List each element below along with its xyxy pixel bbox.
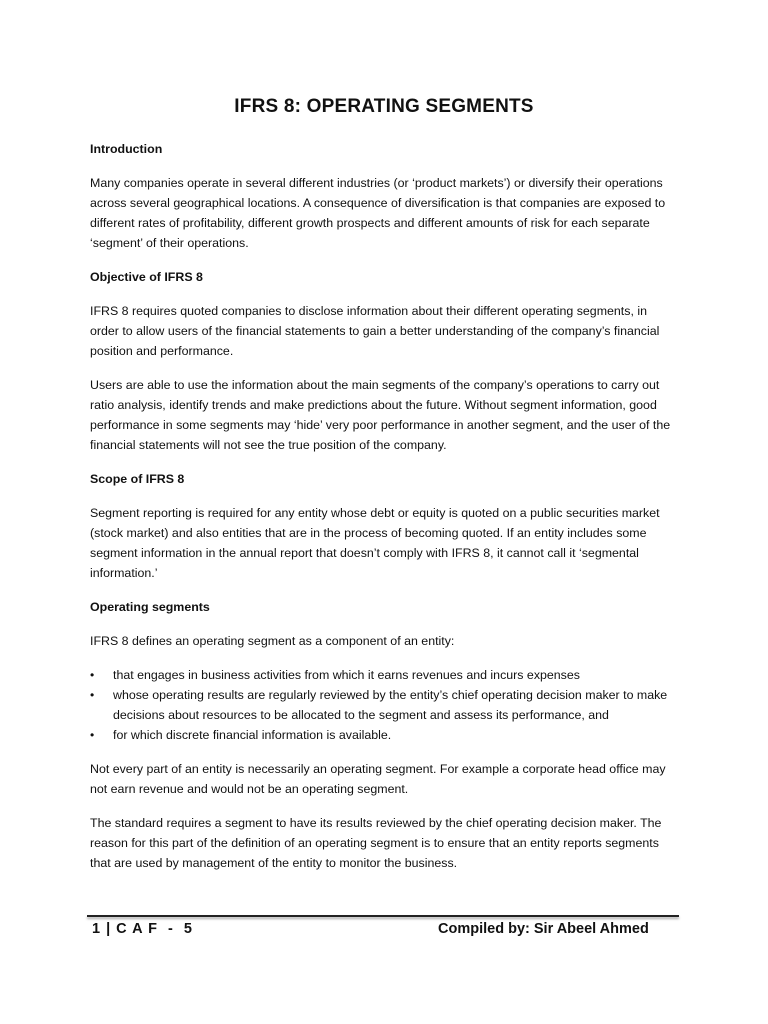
list-item [90,685,678,725]
paragraph-objective-2: Users are able to use the information about the main segments of the company’s operations to carry out ratio analysis, identify trends and make predictions about the future. Without segment information, good performance in some segments may ‘hide’ very poor performance in another segment, and the user of the financial statements will not see the true position of the company. [90,378,671,452]
footer-page-number: 1 | C A F - 5 [92,921,193,937]
page-title: IFRS 8: OPERATING SEGMENTS [234,96,534,117]
list-item-text: that engages in business activities from which it earns revenues and incurs expenses [113,668,580,682]
list-item-text: for which discrete financial information is available. [113,728,392,742]
heading-objective: Objective of IFRS 8 [90,270,203,284]
footer-author: Compiled by: Sir Abeel Ahmed [438,921,649,937]
document-body [90,139,678,887]
bullet-icon: • [90,688,95,702]
heading-operating-segments: Operating segments [90,600,210,614]
heading-scope: Scope of IFRS 8 [90,472,185,486]
bullet-list [90,665,678,745]
list-item [90,665,678,685]
bullet-icon: • [90,668,95,682]
bullet-icon: • [90,728,95,742]
paragraph-introduction: Many companies operate in several different industries (or ‘product markets’) or diversify their operations across several geographical locations. A consequence of diversification is that companies are exposed to different rates of profitability, different growth prospects and different amounts of risk for each separate ‘segment’ of their operations. [90,176,666,250]
list-item-text: whose operating results are regularly reviewed by the entity’s chief operating decision maker to make decisions about resources to be allocated to the segment and assess its performance, and [113,688,668,722]
paragraph-scope: Segment reporting is required for any entity whose debt or equity is quoted on a public securities market (stock market) and also entities that are in the process of becoming quoted. If an entity includes some segment information in the annual report that doesn’t comply with IFRS 8, it cannot call it ‘segmental information.’ [90,506,660,580]
paragraph-operating-2: Not every part of an entity is necessarily an operating segment. For example a corporate head office may not earn revenue and would not be an operating segment. [90,762,666,796]
paragraph-operating-3: The standard requires a segment to have its results reviewed by the chief operating decision maker. The reason for this part of the definition of an operating segment is to ensure that an entity reports segments that are used by management of the entity to monitor the business. [90,816,662,870]
paragraph-objective-1: IFRS 8 requires quoted companies to disclose information about their different operating segments, in order to allow users of the financial statements to gain a better understanding of the company’s financial position and performance. [90,304,660,358]
heading-introduction: Introduction [90,142,163,156]
footer-divider [87,915,679,917]
list-item [90,725,678,745]
paragraph-operating-1: IFRS 8 defines an operating segment as a component of an entity: [90,634,455,648]
